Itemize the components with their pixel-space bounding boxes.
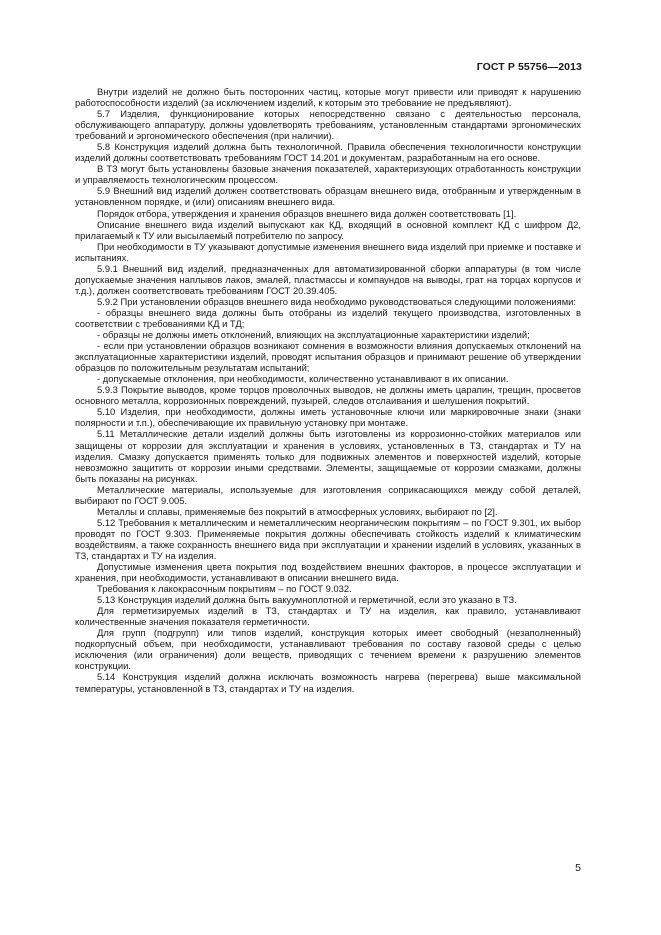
document-header: ГОСТ Р 55756—2013 [476,61,582,73]
paragraph: Для групп (подгрупп) или типов изделий, конструкция которых имеет свободный (незаполненный) подкорпусный объем, при необходимости, устанавливают требования по составу газовой среды с целью исключения (или ограничения) доли веществ, приводящих с течением времени к разрушению элементов конструкции. [75,627,581,672]
paragraph: 5.7 Изделия, функционирование которых непосредственно связано с деятельностью персонала, обслуживающего аппаратуру, должны удовлетворять требованиям, установленным стандартами эргономических требований и эргономического обеспечения (при наличии). [75,108,581,142]
paragraph: 5.9.2 При установлении образцов внешнего вида необходимо руководствоваться следующими положениями: [97,295,577,307]
paragraph: Допустимые изменения цвета покрытия под воздействием внешних факторов, в процессе эксплуатации и хранения, при необходимости, устанавливают в описании внешнего вида. [75,561,581,584]
paragraph: Описание внешнего вида изделий выпускают как КД, входящий в основной комплект КД с шифром Д2, прилагаемый к ТУ или высылаемый потребителю по запросу. [75,218,581,241]
paragraph: 5.9.1 Внешний вид изделий, предназначенных для автоматизированной сборки аппаратуры (в том числе допускаемые значения наплывов лаков, эмалей, пластмассы и компаундов на выводы, грат на торцах корпусов и т.д.), должен соответствовать требованиям ГОСТ 20.39.405. [75,262,581,296]
list-item: - допускаемые отклонения, при необходимости, количественно устанавливают в их описании. [97,373,509,385]
paragraph: 5.13 Конструкция изделий должна быть вакуумноплотной и герметичной, если это указано в ТЗ. [97,594,517,606]
paragraph: 5.11 Металлические детали изделий должны быть изготовлены из коррозионно-стойких материалов или защищены от коррозии для эксплуатации и хранения в условиях, установленных в ТЗ, стандартах и ТУ на изделия. Смазку допускается применять только для подвижных элементов и поверхностей изделий, которые невозможно защитить от коррозии иными средствами. Элементы, защищаемые от коррозии смазками, должны быть показаны на рисунках. [75,428,581,484]
paragraph: Порядок отбора, утверждения и хранения образцов внешнего вида должен соответствовать [1]. [97,207,517,219]
paragraph: 5.8 Конструкция изделий должна быть технологичной. Правила обеспечения технологичности конструкции изделий должны соответствовать требованиям ГОСТ 14.201 и документам, разработанным на его основе. [75,141,581,164]
paragraph: При необходимости в ТУ указывают допустимые изменения внешнего вида изделий при приемке и поставке и испытаниях. [75,240,581,263]
paragraph: Металлы и сплавы, применяемые без покрытий в атмосферных условиях, выбирают по [2]. [97,505,498,517]
paragraph: 5.9 Внешний вид изделий должен соответствовать образцам внешнего вида, отобранным и утвержденным в установленном порядке, и (или) описаниям внешнего вида. [75,185,581,208]
paragraph: Внутри изделий не должно быть посторонних частиц, которые могут привести или приводят к нарушению работоспособности изделий (за исключением изделий, к которым это требование не предъявляют). [75,86,581,109]
list-item: - образцы не должны иметь отклонений, влияющих на эксплуатационные характеристики изделий; [97,329,530,341]
list-item: - образцы внешнего вида должны быть отобраны из изделий текущего производства, изготовленных в соответствии с требованиями КД и ТД; [75,306,581,329]
paragraph: 5.10 Изделия, при необходимости, должны иметь установочные ключи или маркировочные знаки (знаки полярности и т.п.), обеспечивающие их правильную установку при монтаже. [75,406,581,429]
paragraph: 5.9.3 Покрытие выводов, кроме торцов проволочных выводов, не должны иметь царапин, трещин, просветов основного металла, коррозионных повреждений, пузырей, следов отслаивания и шелушения покрытий. [75,384,581,407]
paragraph: В ТЗ могут быть установлены базовые значения показателей, характеризующих отработанность конструкции и управляемость технологическим процессом. [75,163,581,186]
document-body [75,86,581,694]
paragraph: Для герметизируемых изделий в ТЗ, стандартах и ТУ на изделия, как правило, устанавливают количественные значения показателя герметичности. [75,605,581,628]
paragraph: 5.14 Конструкция изделий должна исключать возможность нагрева (перегрева) выше максимальной температуры, установленной в ТЗ, стандартах и ТУ на изделия. [75,671,581,694]
paragraph: 5.12 Требования к металлическим и неметаллическим неорганическим покрытиям – по ГОСТ 9.301, их выбор проводят по ГОСТ 9.303. Применяемые покрытия должны обеспечивать стойкость изделий к климатическим воздействиям, а также сохранность внешнего вида при эксплуатации и хранении изделий в условиях, указанных в ТЗ, стандартах и ТУ на изделия. [75,516,581,561]
paragraph: Требования к лакокрасочным покрытиям – по ГОСТ 9.032. [97,583,352,595]
paragraph: Металлические материалы, используемые для изготовления соприкасающихся между собой деталей, выбирают по ГОСТ 9.005. [75,483,581,506]
page-number: 5 [575,862,581,874]
list-item: - если при установлении образцов возникают сомнения в возможности влияния допускаемых отклонений на эксплуатационные характеристики изделий, проводят испытания образцов и принимают решение об утверждении образцов по положительным результатам испытаний; [75,340,581,374]
